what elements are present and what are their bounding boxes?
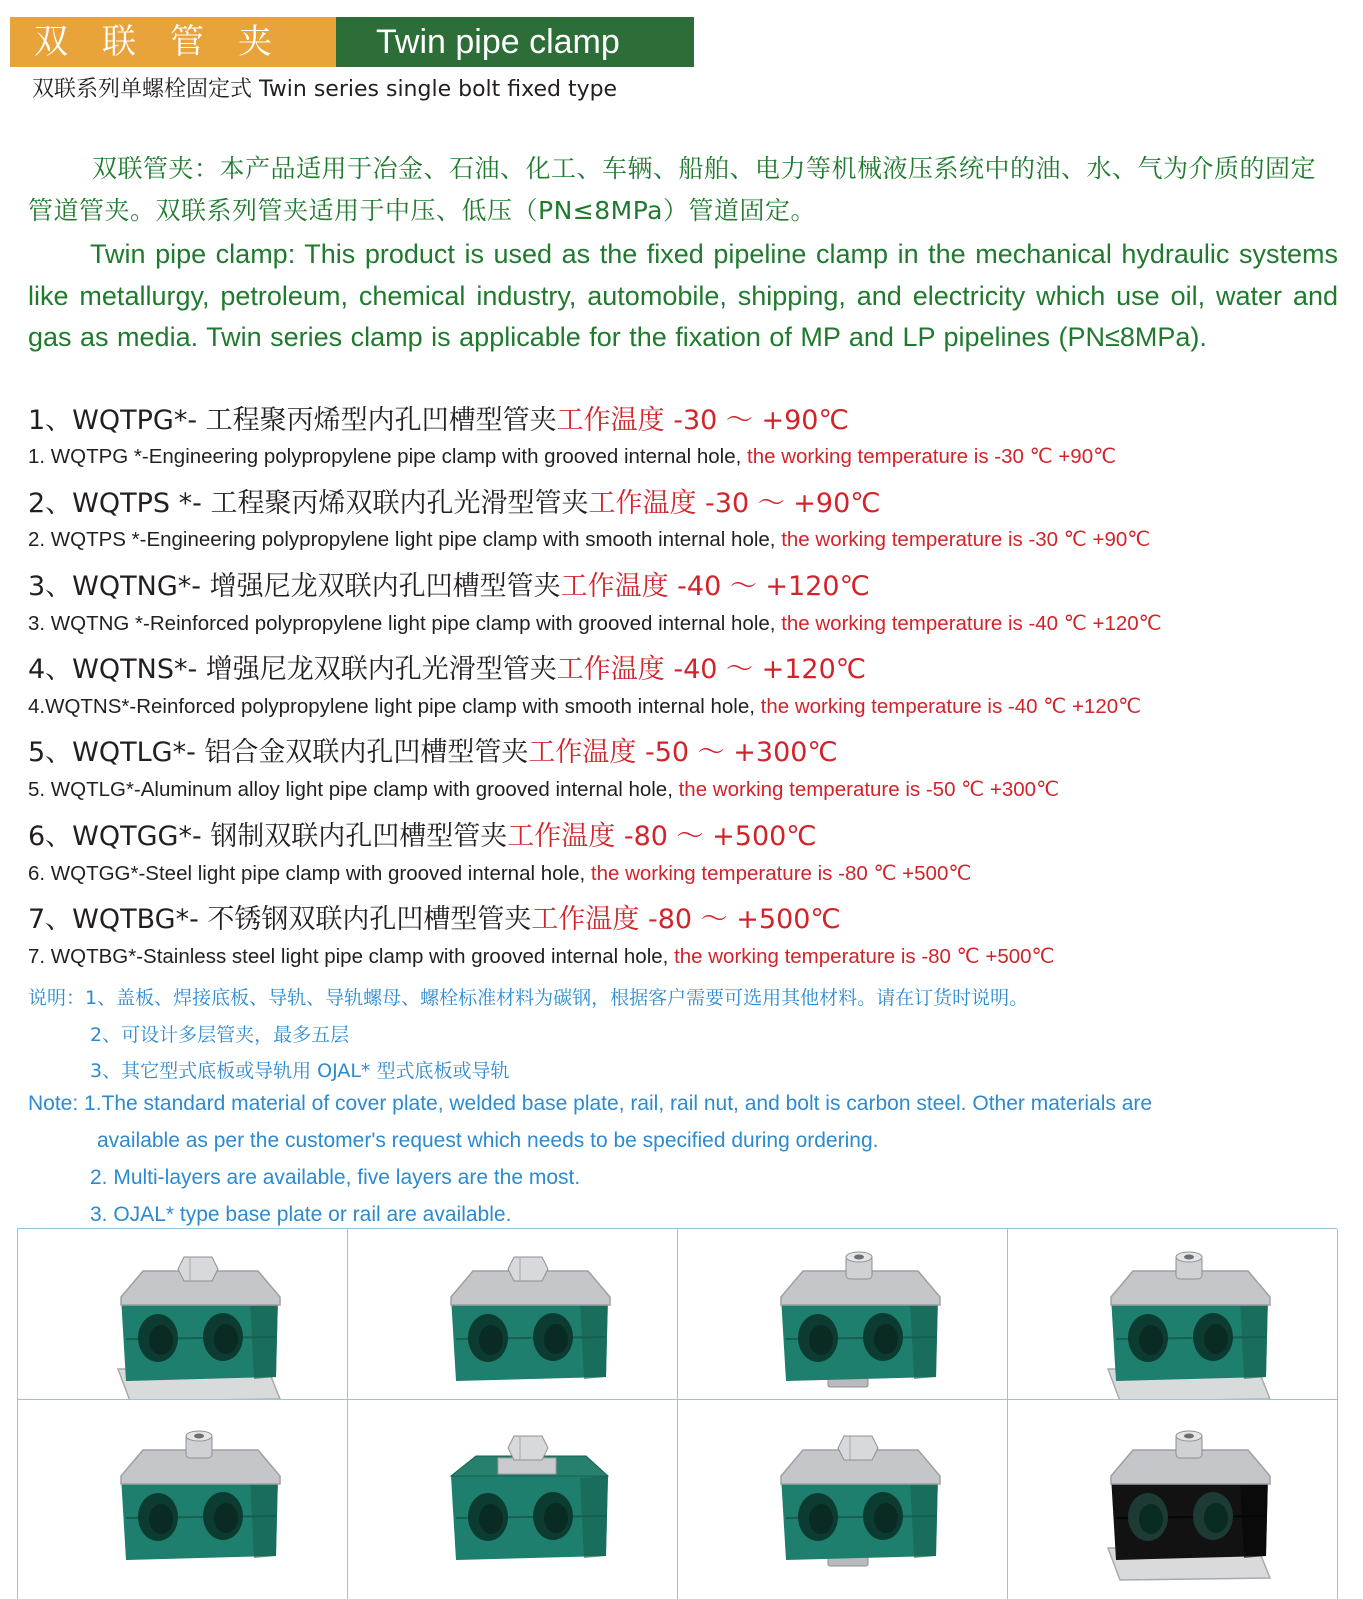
spec-en-temperature: the working temperature is -50 ℃ +300℃ [678,778,1060,801]
spec-cn-label: 4、WQTNS*- 增强尼龙双联内孔光滑型管夹 [28,654,557,685]
spec-en-temperature: the working temperature is -30 ℃ +90℃ [781,528,1151,551]
product-photo-grid [17,1228,1337,1599]
intro-cn: 双联管夹：本产品适用于冶金、石油、化工、车辆、船舶、电力等机械液压系统中的油、水、气为介质的固定管道管夹。双联系列管夹适用于中压、低压（PN≤8MPa）管道固定。 [28,154,1317,225]
note-cn-2: 2、可设计多层管夹，最多五层 [90,1024,350,1046]
spec-cn-label: 7、WQTBG*- 不锈钢双联内孔凹槽型管夹 [28,904,532,935]
spec-cn-temperature: 工作温度 -30 ～ +90℃ [588,488,881,519]
spec-cn-temperature: 工作温度 -80 ～ +500℃ [507,821,817,852]
note-cn-3: 3、其它型式底板或导轨用 OJAL* 型式底板或导轨 [90,1060,510,1082]
twin-clamp-black-base-plate-icon [1008,1400,1338,1599]
spec-en-label: 3. WQTNG *-Reinforced polypropylene light pipe clamp with grooved internal hole, [28,612,782,635]
spec-en-label: 6. WQTGG*-Steel light pipe clamp with grooved internal hole, [28,862,591,885]
spec-cn-label: 2、WQTPS *- 工程聚丙烯双联内孔光滑型管夹 [28,488,589,519]
spec-en-3 [28,611,1162,636]
spec-cn-5 [28,730,838,769]
note-en-1: Note: 1.The standard material of cover plate, welded base plate, rail, rail nut, and bolt is carbon steel. Other materials are [28,1092,1153,1115]
title-en: Twin pipe clamp [336,17,694,67]
spec-en-temperature: the working temperature is -40 ℃ +120℃ [760,695,1142,718]
note-en-4: 3. OJAL* type base plate or rail are available. [90,1203,512,1226]
twin-clamp-socket-bolt-base-plate-icon [1008,1229,1338,1400]
twin-clamp-hex-bolt-base-plate-icon [18,1229,348,1400]
spec-en-temperature: the working temperature is -30 ℃ +90℃ [747,445,1117,468]
spec-en-5 [28,777,1059,802]
note-en-2: available as per the customer's request which needs to be specified during ordering. [97,1129,879,1152]
spec-en-label: 2. WQTPS *-Engineering polypropylene light pipe clamp with smooth internal hole, [28,528,782,551]
spec-cn-temperature: 工作温度 -40 ～ +120℃ [560,571,870,602]
spec-cn-label: 3、WQTNG*- 增强尼龙双联内孔凹槽型管夹 [28,571,561,602]
spec-en-1 [28,444,1116,469]
product-photo-6 [348,1400,678,1599]
spec-cn-temperature: 工作温度 -30 ～ +90℃ [556,405,849,436]
twin-clamp-hex-bolt-split-icon [348,1229,678,1400]
spec-en-temperature: the working temperature is -80 ℃ +500℃ [674,945,1055,968]
intro-en: Twin pipe clamp: This product is used as the fixed pipeline clamp in the mechanical hydraulic systems like metallurgy, petroleum, chemical industry, automobile, shipping, and electricity which use oil, water and gas as media. Twin series clamp is applicable for the fixation of MP and LP pipelines (PN≤8MPa). [28,239,1338,352]
title-cn: 双联管夹 [10,17,336,67]
spec-cn-4 [28,647,866,686]
twin-clamp-ribbed-hex-nut-icon [348,1400,678,1599]
spec-cn-temperature: 工作温度 -50 ～ +300℃ [528,737,838,768]
spec-cn-temperature: 工作温度 -80 ～ +500℃ [531,904,841,935]
title-banner [10,17,694,67]
twin-clamp-socket-bolt-split-icon [18,1400,348,1599]
product-photo-7 [678,1400,1008,1599]
product-photo-2 [348,1229,678,1400]
spec-en-label: 1. WQTPG *-Engineering polypropylene pipe clamp with grooved internal hole, [28,445,748,468]
twin-clamp-hex-bolt-rail-nut-icon [678,1400,1008,1599]
product-photo-3 [678,1229,1008,1400]
spec-cn-1 [28,398,849,437]
product-photo-5 [18,1400,348,1599]
spec-en-4 [28,694,1141,719]
product-photo-8 [1008,1400,1338,1599]
product-photo-4 [1008,1229,1338,1400]
spec-en-temperature: the working temperature is -40 ℃ +120℃ [781,612,1162,635]
spec-en-6 [28,861,971,886]
spec-cn-7 [28,897,841,936]
spec-cn-label: 6、WQTGG*- 钢制双联内孔凹槽型管夹 [28,821,508,852]
spec-en-temperature: the working temperature is -80 ℃ +500℃ [590,862,972,885]
spec-cn-2 [28,481,881,520]
spec-en-label: 7. WQTBG*-Stainless steel light pipe clamp with grooved internal hole, [28,945,675,968]
spec-cn-6 [28,814,817,853]
spec-en-label: 5. WQTLG*-Aluminum alloy light pipe clamp with grooved internal hole, [28,778,679,801]
spec-cn-3 [28,564,870,603]
spec-en-2 [28,527,1150,552]
spec-cn-label: 1、WQTPG*- 工程聚丙烯型内孔凹槽型管夹 [28,405,557,436]
note-en-3: 2. Multi-layers are available, five layers are the most. [90,1166,581,1189]
spec-en-label: 4.WQTNS*-Reinforced polypropylene light pipe clamp with smooth internal hole, [28,695,761,718]
twin-clamp-socket-bolt-rail-nut-icon [678,1229,1008,1400]
spec-cn-temperature: 工作温度 -40 ～ +120℃ [556,654,867,685]
spec-en-7 [28,944,1055,969]
spec-cn-label: 5、WQTLG*- 铝合金双联内孔凹槽型管夹 [28,737,529,768]
subtitle: 双联系列单螺栓固定式 Twin series single bolt fixed type [32,77,618,102]
note-cn-1: 说明：1、盖板、焊接底板、导轨、导轨螺母、螺栓标准材料为碳钢，根据客户需要可选用其他材料。请在订货时说明。 [28,987,1029,1009]
product-photo-1 [18,1229,348,1400]
